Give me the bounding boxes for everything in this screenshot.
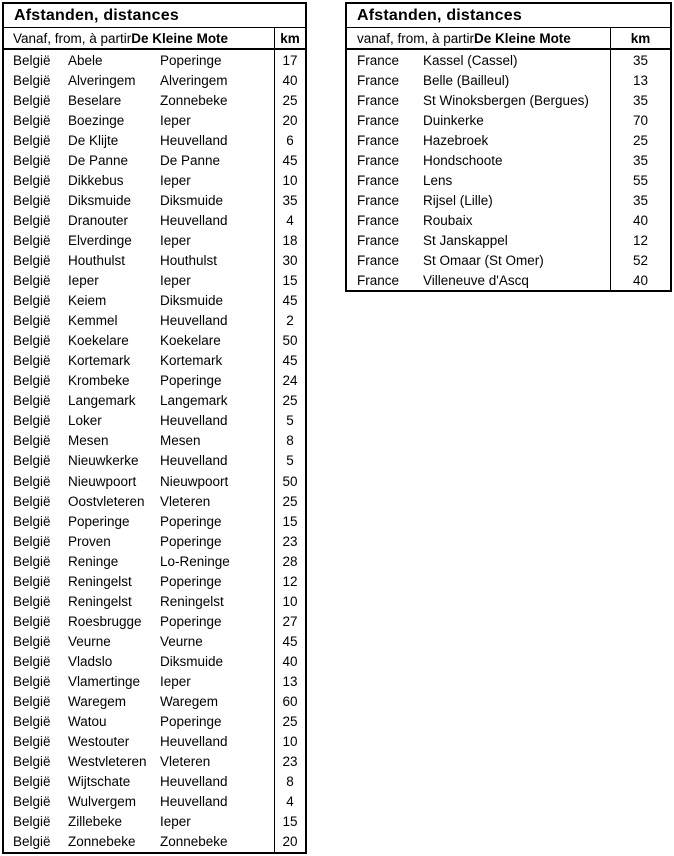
municipality-cell: Ieper bbox=[160, 273, 191, 289]
place-cell: St Janskappel bbox=[423, 232, 508, 248]
table-subtitle bbox=[4, 28, 274, 48]
km-value-cell: 6 bbox=[274, 130, 305, 150]
place-cell: De Panne bbox=[68, 152, 129, 168]
municipality-cell: Langemark bbox=[160, 393, 228, 409]
km-value-cell: 40 bbox=[274, 651, 305, 671]
country-cell: België bbox=[13, 273, 51, 289]
table-row bbox=[4, 351, 305, 371]
municipality-cell: De Panne bbox=[160, 152, 221, 168]
place-cell: Hondschoote bbox=[423, 152, 503, 168]
municipality-cell: Heuvelland bbox=[160, 453, 228, 469]
place-cell: Mesen bbox=[68, 433, 109, 449]
km-value-cell: 4 bbox=[274, 210, 305, 230]
municipality-cell: Waregem bbox=[160, 694, 219, 710]
place-cell: Oostvleteren bbox=[68, 493, 145, 509]
country-cell: België bbox=[13, 814, 51, 830]
km-value-cell: 24 bbox=[274, 371, 305, 391]
km-value-cell: 5 bbox=[274, 451, 305, 471]
place-cell: Belle (Bailleul) bbox=[423, 72, 510, 88]
place-cell: Proven bbox=[68, 533, 111, 549]
km-value-cell: 10 bbox=[274, 591, 305, 611]
subtitle-prefix: Vanaf, from, à partir bbox=[13, 30, 132, 46]
table-row bbox=[4, 792, 305, 812]
table-row bbox=[4, 551, 305, 571]
subtitle-prefix: vanaf, from, à partir bbox=[357, 30, 475, 46]
municipality-cell: Poperinge bbox=[160, 573, 222, 589]
municipality-cell: Heuvelland bbox=[160, 413, 228, 429]
municipality-cell: Mesen bbox=[160, 433, 201, 449]
table-row bbox=[347, 190, 670, 210]
table-row bbox=[347, 170, 670, 190]
place-cell: Reningelst bbox=[68, 593, 132, 609]
table-row bbox=[4, 611, 305, 631]
place-cell: Alveringem bbox=[68, 72, 136, 88]
km-value-cell: 40 bbox=[610, 210, 670, 230]
place-cell: Waregem bbox=[68, 694, 127, 710]
place-cell: Lens bbox=[423, 172, 453, 188]
km-column-header: km bbox=[610, 28, 670, 48]
place-cell: Villeneuve d'Ascq bbox=[423, 272, 529, 288]
table-row bbox=[4, 591, 305, 611]
municipality-cell: Poperinge bbox=[160, 513, 222, 529]
country-cell: België bbox=[13, 694, 51, 710]
place-cell: St Omaar (St Omer) bbox=[423, 252, 544, 268]
km-value-cell: 10 bbox=[274, 170, 305, 190]
country-cell: België bbox=[13, 493, 51, 509]
municipality-cell: Ieper bbox=[160, 172, 191, 188]
place-cell: Poperinge bbox=[68, 513, 130, 529]
subtitle-origin-name: De Kleine Mote bbox=[131, 30, 229, 46]
place-cell: Loker bbox=[68, 413, 102, 429]
km-value-cell: 15 bbox=[274, 511, 305, 531]
km-value-cell: 35 bbox=[610, 190, 670, 210]
km-value-cell: 23 bbox=[274, 752, 305, 772]
country-cell: België bbox=[13, 513, 51, 529]
km-value-cell: 25 bbox=[274, 90, 305, 110]
place-cell: De Klijte bbox=[68, 132, 119, 148]
place-cell: Zonnebeke bbox=[68, 834, 136, 850]
place-cell: Kassel (Cassel) bbox=[423, 52, 518, 68]
country-cell: België bbox=[13, 72, 51, 88]
country-cell: France bbox=[357, 172, 400, 188]
table-title: Afstanden, distances bbox=[14, 6, 179, 24]
table-row bbox=[347, 250, 670, 270]
table-subtitle bbox=[347, 28, 610, 48]
table-row bbox=[4, 571, 305, 591]
table-row bbox=[347, 270, 670, 290]
km-value-cell: 52 bbox=[610, 250, 670, 270]
municipality-cell: Reningelst bbox=[160, 593, 224, 609]
country-cell: France bbox=[357, 112, 400, 128]
km-value-cell: 45 bbox=[274, 631, 305, 651]
km-value-cell: 5 bbox=[274, 411, 305, 431]
municipality-cell: Alveringem bbox=[160, 72, 228, 88]
place-cell: Hazebroek bbox=[423, 132, 489, 148]
table-row bbox=[4, 90, 305, 110]
table-row bbox=[4, 531, 305, 551]
km-value-cell: 12 bbox=[610, 230, 670, 250]
municipality-cell: Diksmuide bbox=[160, 653, 224, 669]
country-cell: België bbox=[13, 613, 51, 629]
km-value-cell: 17 bbox=[274, 50, 305, 70]
country-cell: België bbox=[13, 633, 51, 649]
table-row bbox=[4, 331, 305, 351]
country-cell: België bbox=[13, 212, 51, 228]
place-cell: Diksmuide bbox=[68, 192, 132, 208]
municipality-cell: Ieper bbox=[160, 232, 191, 248]
table-row bbox=[4, 772, 305, 792]
table-row bbox=[4, 752, 305, 772]
table-row bbox=[4, 190, 305, 210]
table-row bbox=[4, 150, 305, 170]
country-cell: France bbox=[357, 132, 400, 148]
municipality-cell: Heuvelland bbox=[160, 734, 228, 750]
country-cell: België bbox=[13, 132, 51, 148]
km-value-cell: 8 bbox=[274, 431, 305, 451]
table-row bbox=[4, 511, 305, 531]
km-value-cell: 40 bbox=[274, 70, 305, 90]
place-cell: Wijtschate bbox=[68, 774, 131, 790]
municipality-cell: Heuvelland bbox=[160, 212, 228, 228]
table-row bbox=[347, 110, 670, 130]
country-cell: België bbox=[13, 333, 51, 349]
place-cell: Beselare bbox=[68, 92, 122, 108]
municipality-cell: Poperinge bbox=[160, 613, 222, 629]
km-value-cell: 15 bbox=[274, 271, 305, 291]
km-value-cell: 45 bbox=[274, 291, 305, 311]
place-cell: Nieuwpoort bbox=[68, 473, 137, 489]
km-value-cell: 45 bbox=[274, 351, 305, 371]
place-cell: Rijsel (Lille) bbox=[423, 192, 493, 208]
municipality-cell: Vleteren bbox=[160, 754, 211, 770]
km-value-cell: 50 bbox=[274, 331, 305, 351]
country-cell: België bbox=[13, 152, 51, 168]
municipality-cell: Heuvelland bbox=[160, 132, 228, 148]
country-cell: België bbox=[13, 834, 51, 850]
km-value-cell: 4 bbox=[274, 792, 305, 812]
table-row bbox=[4, 271, 305, 291]
municipality-cell: Zonnebeke bbox=[160, 92, 228, 108]
country-cell: France bbox=[357, 52, 400, 68]
place-cell: Watou bbox=[68, 714, 107, 730]
place-cell: Vladslo bbox=[68, 653, 113, 669]
place-cell: Westvleteren bbox=[68, 754, 147, 770]
place-cell: Houthulst bbox=[68, 252, 126, 268]
place-cell: Reninge bbox=[68, 553, 119, 569]
km-value-cell: 8 bbox=[274, 772, 305, 792]
km-value-cell: 13 bbox=[274, 671, 305, 691]
km-value-cell: 13 bbox=[610, 70, 670, 90]
table-row bbox=[4, 832, 305, 852]
country-cell: België bbox=[13, 553, 51, 569]
table-row bbox=[4, 451, 305, 471]
municipality-cell: Vleteren bbox=[160, 493, 211, 509]
municipality-cell: Ieper bbox=[160, 673, 191, 689]
km-value-cell: 35 bbox=[610, 50, 670, 70]
table-header-row bbox=[347, 28, 670, 50]
place-cell: Wulvergem bbox=[68, 794, 137, 810]
table-row bbox=[4, 70, 305, 90]
table-row bbox=[4, 210, 305, 230]
place-cell: Westouter bbox=[68, 734, 130, 750]
place-cell: Veurne bbox=[68, 633, 111, 649]
table-title-row bbox=[4, 4, 305, 28]
place-cell: Vlamertinge bbox=[68, 673, 141, 689]
municipality-cell: Nieuwpoort bbox=[160, 473, 229, 489]
km-value-cell: 35 bbox=[274, 190, 305, 210]
place-cell: Keiem bbox=[68, 293, 107, 309]
km-value-cell: 40 bbox=[610, 270, 670, 290]
km-value-cell: 25 bbox=[610, 130, 670, 150]
municipality-cell: Ieper bbox=[160, 814, 191, 830]
municipality-cell: Koekelare bbox=[160, 333, 221, 349]
table-header-row bbox=[4, 28, 305, 50]
place-cell: Roesbrugge bbox=[68, 613, 142, 629]
country-cell: België bbox=[13, 293, 51, 309]
country-cell: België bbox=[13, 353, 51, 369]
place-cell: St Winoksbergen (Bergues) bbox=[423, 92, 589, 108]
table-row bbox=[4, 170, 305, 190]
km-column-header: km bbox=[274, 28, 305, 48]
country-cell: België bbox=[13, 673, 51, 689]
country-cell: België bbox=[13, 252, 51, 268]
place-cell: Dranouter bbox=[68, 212, 129, 228]
country-cell: België bbox=[13, 774, 51, 790]
country-cell: België bbox=[13, 533, 51, 549]
place-cell: Elverdinge bbox=[68, 232, 132, 248]
table-row bbox=[4, 651, 305, 671]
table-row bbox=[4, 431, 305, 451]
country-cell: België bbox=[13, 232, 51, 248]
municipality-cell: Veurne bbox=[160, 633, 203, 649]
km-value-cell: 60 bbox=[274, 692, 305, 712]
table-row bbox=[347, 50, 670, 70]
table-row bbox=[4, 250, 305, 270]
table-row bbox=[4, 671, 305, 691]
country-cell: France bbox=[357, 92, 400, 108]
table-title: Afstanden, distances bbox=[357, 6, 522, 24]
country-cell: België bbox=[13, 754, 51, 770]
table-row bbox=[4, 291, 305, 311]
distance-table-france bbox=[345, 2, 672, 292]
country-cell: België bbox=[13, 473, 51, 489]
km-value-cell: 20 bbox=[274, 832, 305, 852]
table-row bbox=[4, 391, 305, 411]
km-value-cell: 35 bbox=[610, 90, 670, 110]
place-cell: Kortemark bbox=[68, 353, 131, 369]
table-row bbox=[347, 230, 670, 250]
table-row bbox=[4, 631, 305, 651]
place-cell: Ieper bbox=[68, 273, 99, 289]
km-value-cell: 2 bbox=[274, 311, 305, 331]
municipality-cell: Poperinge bbox=[160, 52, 222, 68]
km-value-cell: 23 bbox=[274, 531, 305, 551]
table-row bbox=[4, 491, 305, 511]
country-cell: België bbox=[13, 373, 51, 389]
km-value-cell: 25 bbox=[274, 712, 305, 732]
km-value-cell: 50 bbox=[274, 471, 305, 491]
table-row bbox=[347, 210, 670, 230]
km-value-cell: 15 bbox=[274, 812, 305, 832]
country-cell: België bbox=[13, 413, 51, 429]
table-row bbox=[4, 110, 305, 130]
country-cell: België bbox=[13, 52, 51, 68]
country-cell: België bbox=[13, 794, 51, 810]
distance-table-belgium bbox=[2, 2, 307, 854]
country-cell: België bbox=[13, 172, 51, 188]
country-cell: België bbox=[13, 92, 51, 108]
municipality-cell: Lo-Reninge bbox=[160, 553, 230, 569]
place-cell: Duinkerke bbox=[423, 112, 484, 128]
subtitle-origin-name: De Kleine Mote bbox=[474, 30, 571, 46]
table-row bbox=[4, 471, 305, 491]
table-row bbox=[4, 371, 305, 391]
municipality-cell: Houthulst bbox=[160, 252, 218, 268]
municipality-cell: Zonnebeke bbox=[160, 834, 228, 850]
place-cell: Krombeke bbox=[68, 373, 130, 389]
country-cell: België bbox=[13, 393, 51, 409]
km-value-cell: 70 bbox=[610, 110, 670, 130]
km-value-cell: 25 bbox=[274, 391, 305, 411]
km-value-cell: 30 bbox=[274, 250, 305, 270]
country-cell: België bbox=[13, 313, 51, 329]
table-body bbox=[4, 50, 305, 852]
municipality-cell: Poperinge bbox=[160, 714, 222, 730]
country-cell: België bbox=[13, 714, 51, 730]
municipality-cell: Diksmuide bbox=[160, 192, 224, 208]
country-cell: België bbox=[13, 433, 51, 449]
place-cell: Abele bbox=[68, 52, 103, 68]
km-value-cell: 25 bbox=[274, 491, 305, 511]
km-value-cell: 35 bbox=[610, 150, 670, 170]
km-value-cell: 10 bbox=[274, 732, 305, 752]
place-cell: Koekelare bbox=[68, 333, 129, 349]
municipality-cell: Poperinge bbox=[160, 533, 222, 549]
country-cell: France bbox=[357, 212, 400, 228]
place-cell: Zillebeke bbox=[68, 814, 123, 830]
place-cell: Dikkebus bbox=[68, 172, 124, 188]
table-row bbox=[4, 50, 305, 70]
municipality-cell: Poperinge bbox=[160, 373, 222, 389]
country-cell: France bbox=[357, 152, 400, 168]
km-value-cell: 28 bbox=[274, 551, 305, 571]
km-value-cell: 20 bbox=[274, 110, 305, 130]
km-value-cell: 18 bbox=[274, 230, 305, 250]
place-cell: Roubaix bbox=[423, 212, 473, 228]
place-cell: Boezinge bbox=[68, 112, 125, 128]
country-cell: België bbox=[13, 653, 51, 669]
place-cell: Nieuwkerke bbox=[68, 453, 139, 469]
table-row bbox=[4, 311, 305, 331]
km-value-cell: 45 bbox=[274, 150, 305, 170]
km-value-cell: 55 bbox=[610, 170, 670, 190]
table-title-row bbox=[347, 4, 670, 28]
table-row bbox=[4, 692, 305, 712]
place-cell: Reningelst bbox=[68, 573, 132, 589]
table-row bbox=[4, 230, 305, 250]
place-cell: Kemmel bbox=[68, 313, 118, 329]
country-cell: België bbox=[13, 112, 51, 128]
municipality-cell: Diksmuide bbox=[160, 293, 224, 309]
municipality-cell: Heuvelland bbox=[160, 794, 228, 810]
country-cell: France bbox=[357, 252, 400, 268]
table-row bbox=[4, 712, 305, 732]
table-row bbox=[4, 732, 305, 752]
table-row bbox=[4, 411, 305, 431]
table-row bbox=[347, 70, 670, 90]
table-row bbox=[347, 150, 670, 170]
table-body bbox=[347, 50, 670, 290]
municipality-cell: Heuvelland bbox=[160, 774, 228, 790]
country-cell: France bbox=[357, 192, 400, 208]
country-cell: France bbox=[357, 272, 400, 288]
country-cell: België bbox=[13, 192, 51, 208]
municipality-cell: Heuvelland bbox=[160, 313, 228, 329]
municipality-cell: Ieper bbox=[160, 112, 191, 128]
country-cell: France bbox=[357, 72, 400, 88]
country-cell: België bbox=[13, 734, 51, 750]
table-row bbox=[347, 90, 670, 110]
country-cell: België bbox=[13, 453, 51, 469]
km-value-cell: 12 bbox=[274, 571, 305, 591]
table-row bbox=[4, 812, 305, 832]
country-cell: France bbox=[357, 232, 400, 248]
place-cell: Langemark bbox=[68, 393, 136, 409]
municipality-cell: Kortemark bbox=[160, 353, 223, 369]
country-cell: België bbox=[13, 573, 51, 589]
km-value-cell: 27 bbox=[274, 611, 305, 631]
table-row bbox=[4, 130, 305, 150]
table-row bbox=[347, 130, 670, 150]
country-cell: België bbox=[13, 593, 51, 609]
